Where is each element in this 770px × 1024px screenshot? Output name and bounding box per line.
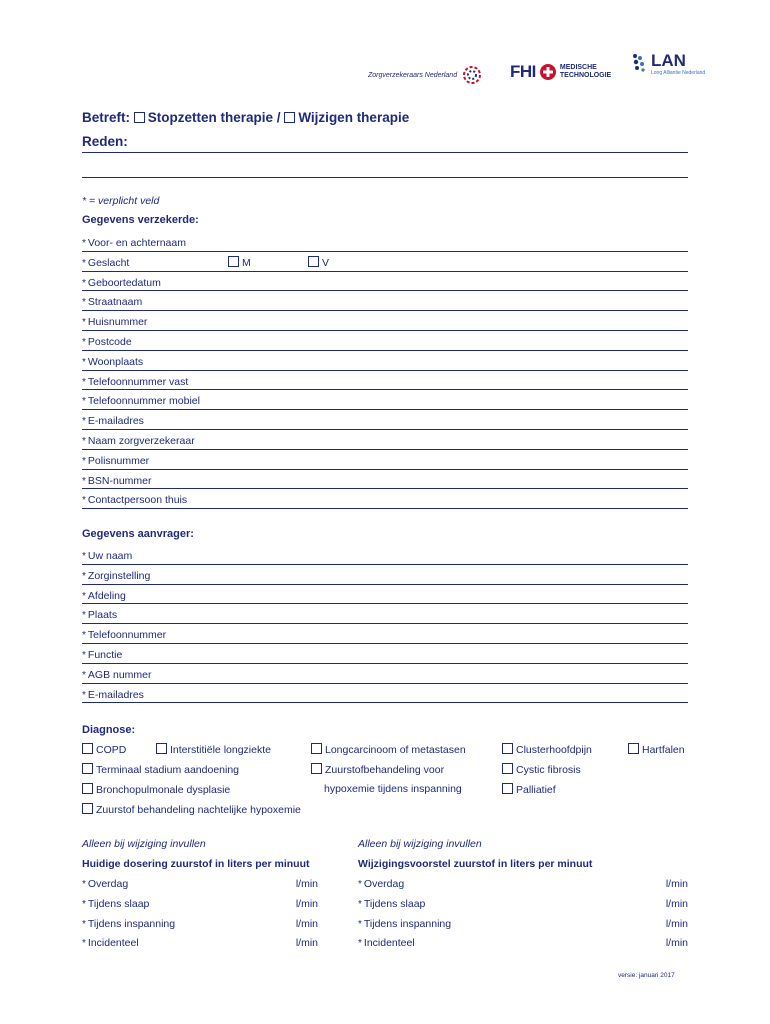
field-label: Woonplaats xyxy=(87,355,144,368)
stop-therapy-label: Stopzetten therapie / xyxy=(147,110,281,125)
required-star-icon: * xyxy=(358,918,362,930)
field-house-number[interactable] xyxy=(82,311,688,331)
diag-label: Hartfalen xyxy=(642,744,685,756)
required-star-icon: * xyxy=(82,495,86,507)
field-insurer[interactable] xyxy=(82,430,688,450)
required-star-icon: * xyxy=(82,689,86,701)
subject-line xyxy=(82,110,688,130)
field-label: Voor- en achternaam xyxy=(87,237,186,249)
required-star-icon: * xyxy=(358,898,362,910)
required-star-icon: * xyxy=(358,879,362,890)
required-star-icon: * xyxy=(82,570,86,582)
field-place[interactable] xyxy=(82,604,688,624)
field-birthdate[interactable] xyxy=(82,272,688,292)
diag-lung-carcinoma[interactable] xyxy=(311,743,466,756)
field-label: Postcode xyxy=(87,335,132,348)
dose-label: Incidenteel xyxy=(87,937,139,950)
diag-bpd[interactable] xyxy=(82,783,230,796)
field-label: Uw naam xyxy=(87,550,133,562)
applicant-fields xyxy=(82,545,688,703)
field-label: Telefoonnummer vast xyxy=(87,375,189,388)
proposed-dose-section xyxy=(358,838,688,957)
field-gender xyxy=(82,252,688,272)
field-label: Plaats xyxy=(87,609,118,622)
diag-checkbox[interactable] xyxy=(502,763,513,774)
required-star-icon: * xyxy=(82,669,86,681)
required-star-icon: * xyxy=(82,356,86,368)
required-star-icon: * xyxy=(82,551,86,562)
diag-heart-failure[interactable] xyxy=(628,743,685,756)
field-label: AGB nummer xyxy=(87,668,152,681)
required-star-icon: * xyxy=(82,918,86,930)
required-star-icon: * xyxy=(82,277,86,289)
version-label: versie: januari 2017 xyxy=(618,972,675,979)
current-dose-exercise[interactable] xyxy=(82,918,318,938)
diag-label: Clusterhoofdpijn xyxy=(516,744,592,756)
lan-emblem-icon xyxy=(630,52,648,76)
field-label: Afdeling xyxy=(87,589,126,602)
field-label: Contactpersoon thuis xyxy=(87,494,188,507)
dose-unit: l/min xyxy=(665,878,688,890)
dose-unit: l/min xyxy=(665,937,688,950)
field-applicant-email[interactable] xyxy=(82,684,688,704)
dose-label: Tijdens inspanning xyxy=(87,917,176,930)
required-star-icon: * xyxy=(358,938,362,950)
diag-oxygen-exercise[interactable] xyxy=(311,763,444,776)
diag-copd[interactable] xyxy=(82,743,126,756)
field-phone-mobile[interactable] xyxy=(82,390,688,410)
required-star-icon: * xyxy=(82,317,86,329)
lan-logo-text: LAN xyxy=(651,51,686,70)
required-star-icon: * xyxy=(82,297,86,309)
required-star-icon: * xyxy=(82,376,86,388)
field-email[interactable] xyxy=(82,410,688,430)
required-star-icon: * xyxy=(82,898,86,910)
diag-cluster-headache[interactable] xyxy=(502,743,592,756)
diag-label: Palliatief xyxy=(516,784,556,796)
required-star-icon: * xyxy=(82,610,86,622)
diag-palliative[interactable] xyxy=(502,783,556,796)
gender-m-checkbox[interactable] xyxy=(228,256,239,267)
diagnosis-section-title: Diagnose: xyxy=(82,724,136,736)
field-label: Telefoonnummer mobiel xyxy=(87,395,200,408)
required-star-icon: * xyxy=(82,630,86,642)
diag-label: Zuurstofbehandeling voor xyxy=(325,764,445,776)
required-star-icon: * xyxy=(82,416,86,428)
fhi-logo-text: FHI xyxy=(510,62,536,81)
required-star-icon: * xyxy=(82,475,86,487)
field-home-contact[interactable] xyxy=(82,489,688,509)
lan-logo xyxy=(630,52,705,76)
dose-label: Tijdens slaap xyxy=(87,897,150,910)
gender-m-label: M xyxy=(242,256,251,269)
diag-oxygen-exercise-cont xyxy=(324,783,462,795)
field-label: BSN-nummer xyxy=(87,474,152,487)
insured-fields xyxy=(82,232,688,509)
required-star-icon: * xyxy=(82,879,86,890)
required-star-icon: * xyxy=(82,257,86,269)
field-department[interactable] xyxy=(82,585,688,605)
fhi-emblem-icon xyxy=(539,63,557,81)
diag-checkbox[interactable] xyxy=(311,743,322,754)
dose-label: Tijdens inspanning xyxy=(363,917,452,930)
stop-therapy-checkbox[interactable] xyxy=(134,112,145,123)
field-label: Zorginstelling xyxy=(87,569,151,582)
reason-field[interactable] xyxy=(82,134,688,153)
diag-terminal-stage[interactable] xyxy=(82,763,239,776)
required-star-icon: * xyxy=(82,590,86,602)
field-label: Telefoonnummer xyxy=(87,629,167,642)
gender-v-label: V xyxy=(322,256,330,269)
current-dose-note: Alleen bij wijziging invullen xyxy=(82,838,206,850)
field-label: Huisnummer xyxy=(87,316,148,329)
proposed-dose-day[interactable] xyxy=(358,878,688,898)
current-dose-day[interactable] xyxy=(82,878,318,898)
proposed-dose-note: Alleen bij wijziging invullen xyxy=(358,838,482,850)
diag-label: Bronchopulmonale dysplasie xyxy=(96,784,231,796)
diag-label: Zuurstof behandeling nachtelijke hypoxemie xyxy=(96,804,301,816)
form-header xyxy=(82,110,688,178)
required-note: * = verplicht veld xyxy=(82,195,160,207)
required-star-icon: * xyxy=(82,455,86,467)
logo-bar xyxy=(360,52,720,92)
field-label: Geboortedatum xyxy=(87,276,161,289)
required-star-icon: * xyxy=(82,649,86,661)
proposed-dose-sleep[interactable] xyxy=(358,898,688,918)
diag-checkbox[interactable] xyxy=(82,763,93,774)
dose-unit: l/min xyxy=(295,937,318,950)
diag-checkbox[interactable] xyxy=(82,803,93,814)
field-label: E-mailadres xyxy=(87,415,144,428)
diag-label: Longcarcinoom of metastasen xyxy=(325,744,466,756)
gender-v-checkbox[interactable] xyxy=(308,256,319,267)
applicant-section-title: Gegevens aanvrager: xyxy=(82,528,194,540)
diag-checkbox[interactable] xyxy=(502,743,513,754)
proposed-dose-title: Wijzigingsvoorstel zuurstof in liters per minuut xyxy=(358,858,593,870)
fhi-logo xyxy=(510,62,611,82)
diag-checkbox[interactable] xyxy=(311,763,322,774)
diag-nocturnal-hypoxemia[interactable] xyxy=(82,803,301,816)
field-label: Naam zorgverzekeraar xyxy=(87,434,195,447)
current-dose-incidental[interactable] xyxy=(82,937,318,957)
field-label: Geslacht xyxy=(87,256,130,269)
field-label: Polisnummer xyxy=(87,454,150,467)
current-dose-sleep[interactable] xyxy=(82,898,318,918)
field-postcode[interactable] xyxy=(82,331,688,351)
field-label: E-mailadres xyxy=(87,688,144,701)
diag-label: Cystic fibrosis xyxy=(516,764,581,776)
diag-checkbox[interactable] xyxy=(82,743,93,754)
change-therapy-label: Wijzigen therapie xyxy=(298,110,410,125)
dose-unit: l/min xyxy=(295,897,318,910)
field-city[interactable] xyxy=(82,351,688,371)
field-phone[interactable] xyxy=(82,624,688,644)
zn-logo xyxy=(368,64,483,86)
proposed-dose-incidental[interactable] xyxy=(358,937,688,957)
reason-label: Reden: xyxy=(82,134,128,149)
insured-section-title: Gegevens verzekerde: xyxy=(82,214,199,226)
required-star-icon: * xyxy=(82,396,86,408)
field-institution[interactable] xyxy=(82,565,688,585)
required-star-icon: * xyxy=(82,336,86,348)
lan-logo-sub: Long Alliantie Nederland xyxy=(651,70,706,76)
dose-unit: l/min xyxy=(665,897,688,910)
dose-label: Overdag xyxy=(363,878,405,890)
required-star-icon: * xyxy=(82,938,86,950)
proposed-dose-exercise[interactable] xyxy=(358,918,688,938)
diag-cystic-fibrosis[interactable] xyxy=(502,763,581,776)
field-label: Functie xyxy=(87,648,123,661)
field-phone-landline[interactable] xyxy=(82,371,688,391)
field-bsn[interactable] xyxy=(82,470,688,490)
field-street[interactable] xyxy=(82,291,688,311)
field-policy-number[interactable] xyxy=(82,450,688,470)
dose-unit: l/min xyxy=(295,917,318,930)
zn-emblem-icon xyxy=(461,64,483,86)
change-therapy-checkbox[interactable] xyxy=(284,112,295,123)
diag-label: COPD xyxy=(96,744,127,756)
diag-checkbox[interactable] xyxy=(502,783,513,794)
dose-label: Overdag xyxy=(87,878,129,890)
required-star-icon: * xyxy=(82,238,86,249)
fhi-logo-sub2: TECHNOLOGIE xyxy=(559,72,612,79)
field-full-name[interactable] xyxy=(82,232,688,252)
dose-label: Tijdens slaap xyxy=(363,897,426,910)
diag-checkbox[interactable] xyxy=(156,743,167,754)
fhi-logo-sub1: MEDISCHE xyxy=(559,64,597,71)
required-star-icon: * xyxy=(82,435,86,447)
diag-label: Terminaal stadium aandoening xyxy=(96,764,240,776)
diag-interstitial[interactable] xyxy=(156,743,271,756)
diag-label: hypoxemie tijdens inspanning xyxy=(324,783,462,795)
zn-logo-text: Zorgverzekeraars Nederland xyxy=(368,71,458,79)
subject-prefix: Betreft: xyxy=(82,110,131,125)
reason-field-line-2[interactable] xyxy=(82,153,688,178)
field-agb-number[interactable] xyxy=(82,664,688,684)
diag-label: Interstitiële longziekte xyxy=(170,744,271,756)
current-dose-title: Huidige dosering zuurstof in liters per minuut xyxy=(82,858,310,870)
dose-unit: l/min xyxy=(295,878,318,890)
field-your-name[interactable] xyxy=(82,545,688,565)
diag-checkbox[interactable] xyxy=(628,743,639,754)
dose-unit: l/min xyxy=(665,917,688,930)
diag-checkbox[interactable] xyxy=(82,783,93,794)
field-function[interactable] xyxy=(82,644,688,664)
field-label: Straatnaam xyxy=(87,296,143,309)
dose-label: Incidenteel xyxy=(363,937,415,950)
current-dose-section xyxy=(82,838,318,957)
